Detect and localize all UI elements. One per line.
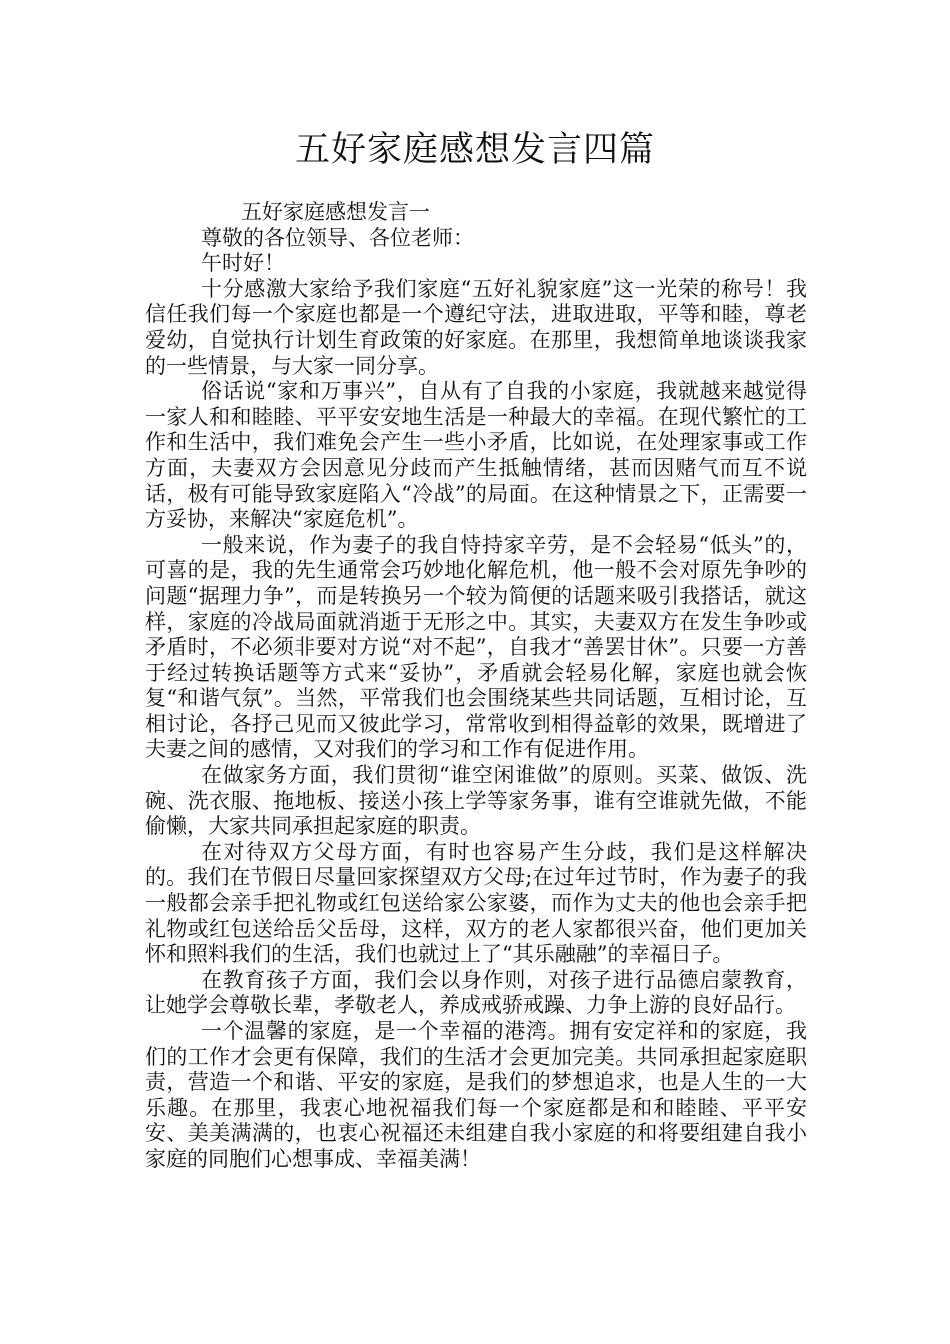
paragraph: 在对待双方父母方面，有时也容易产生分歧，我们是这样解决的。我们在节假日尽量回家探望双方父母;在过年过节时，作为妻子的我一般都会亲手把礼物或红包送给家公家婆，而作为丈夫的他也会亲手把礼物或红包送给岳父岳母，这样，双方的老人家都很兴奋，他们更加关怀和照料我们的生活，我们也就过上了“其乐融融”的幸福日子。 — [145, 839, 807, 967]
section-heading: 五好家庭感想发言一 — [241, 200, 430, 224]
document-body — [145, 200, 807, 1173]
paragraph: 在教育孩子方面，我们会以身作则，对孩子进行品德启蒙教育，让她学会尊敬长辈，孝敬老人，养成戒骄戒躁、力争上游的良好品行。 — [145, 967, 807, 1018]
document-title: 五好家庭感想发言四篇 — [294, 130, 655, 170]
paragraph: 俗话说“家和万事兴”，自从有了自我的小家庭，我就越来越觉得一家人和和睦睦、平平安安地生活是一种最大的幸福。在现代繁忙的工作和生活中，我们难免会产生一些小矛盾，比如说，在处理家事或工作方面，夫妻双方会因意见分歧而产生抵触情绪，甚而因赌气而互不说话，极有可能导致家庭陷入“冷战”的局面。在这种情景之下，正需要一方妥协，来解决“家庭危机”。 — [145, 379, 807, 532]
greeting: 午时好！ — [201, 251, 285, 276]
salutation: 尊敬的各位领导、各位老师： — [201, 225, 474, 250]
paragraph: 在做家务方面，我们贯彻“谁空闲谁做”的原则。买菜、做饭、洗碗、洗衣服、拖地板、接送小孩上学等家务事，谁有空谁就先做，不能偷懒，大家共同承担起家庭的职责。 — [145, 763, 807, 839]
paragraph: 一个温馨的家庭，是一个幸福的港湾。拥有安定祥和的家庭，我们的工作才会更有保障，我们的生活才会更加完美。共同承担起家庭职责，营造一个和谐、平安的家庭，是我们的梦想追求，也是人生的一大乐趣。在那里，我衷心地祝福我们每一个家庭都是和和睦睦、平平安安、美美满满的，也衷心祝福还未组建自我小家庭的和将要组建自我小家庭的同胞们心想事成、幸福美满！ — [145, 1019, 807, 1171]
paragraph: 一般来说，作为妻子的我自恃持家辛劳，是不会轻易“低头”的，可喜的是，我的先生通常会巧妙地化解危机，他一般不会对原先争吵的问题“据理力争”，而是转换另一个较为简便的话题来吸引我搭话，就这样，家庭的冷战局面就消逝于无形之中。其实，夫妻双方在发生争吵或矛盾时，不必须非要对方说“对不起”，自我才“善罢甘休”。只要一方善于经过转换话题等方式来“妥协”，矛盾就会轻易化解，家庭也就会恢复“和谐气氛”。当然，平常我们也会围绕某些共同话题，互相讨论，互相讨论，各抒己见而又彼此学习，常常收到相得益彰的效果，既增进了夫妻之间的感情，又对我们的学习和工作有促进作用。 — [145, 532, 807, 762]
paragraph: 十分感激大家给予我们家庭“五好礼貌家庭”这一光荣的称号！我信任我们每一个家庭也都是一个遵纪守法，进取进取，平等和睦，尊老爱幼，自觉执行计划生育政策的好家庭。在那里，我想简单地谈谈我家的一些情景，与大家一同分享。 — [145, 276, 807, 378]
